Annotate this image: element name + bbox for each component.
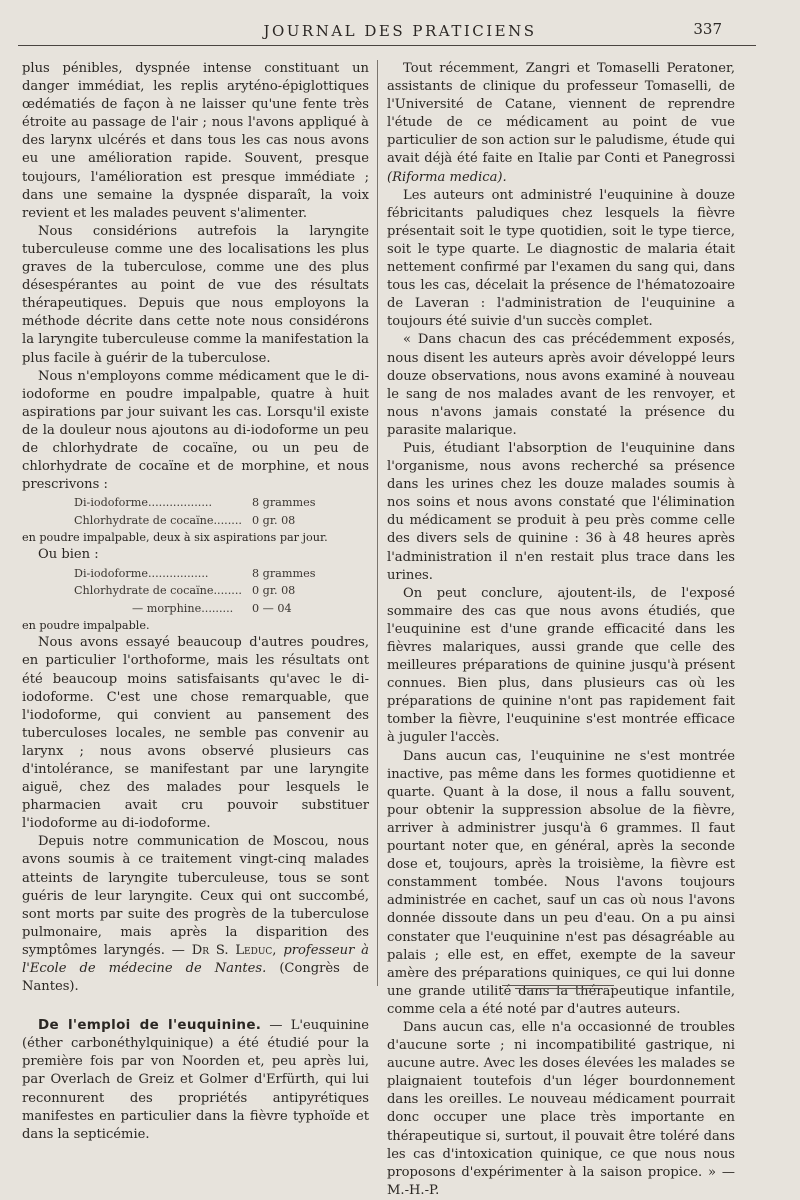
paragraph: Les auteurs ont administré l'euquinine à douze fébricitants paludiques chez lesquels la fièvre présentait soit le type quotidien, soit le type tierce, soit le type quarte. Le diagnostic de malaria était nettement confirmé par l'examen du sang qui, dans tous les cas, décelait la présence de l'hématozoaire de Laveran : l'administration de l'euquinine a toujours été suivie d'un succès complet. xyxy=(387,187,735,330)
prescription-line xyxy=(22,600,369,618)
ingredient-name: Chlorhydrate de cocaïne........ xyxy=(74,513,242,527)
ingredient-name: Di-iodoforme................. xyxy=(74,566,209,580)
section-heading: De l'emploi de l'euquinine. xyxy=(38,1017,262,1034)
ingredient-name: — morphine......... xyxy=(132,601,234,615)
paragraph-text: — L'euquinine (éther carbonéthylquinique) a été étudié pour la première fois par von Noorden et, peu après lui, par Overlach de Greiz et Golmer d'Erfürth, qui lui reconnurent des propriétés antipyrétiques manifestes en particulier dans la fièvre typhoïde et dans la septicémie. xyxy=(22,1018,369,1142)
paragraph: On peut conclure, ajoutent-ils, de l'exposé sommaire des cas que nous avons étudiés, que l'euquinine est d'une grande efficacité dans les fièvres malariques, aussi grande que celle des meilleures préparations de quinine jusqu'à présent connues. Bien plus, dans plusieurs cas où les préparations de quinine n'ont pas rapidement fait tomber la fièvre, l'euquinine s'est montrée efficace à juguler l'accès. xyxy=(387,585,735,746)
prescription-line xyxy=(22,582,369,600)
source-citation: (Congrès de Nantes). xyxy=(22,961,369,995)
header-rule xyxy=(18,45,756,46)
right-column xyxy=(387,60,735,1200)
section-paragraph xyxy=(22,1016,369,1144)
prescription-note: en poudre impalpable. xyxy=(22,619,150,633)
prescription-line xyxy=(22,512,369,530)
running-header xyxy=(0,18,800,48)
prescription-line xyxy=(22,565,369,583)
end-ornament-rule xyxy=(515,988,601,989)
paragraph-text: Depuis notre communication de Moscou, nous avons soumis à ce traitement vingt-cinq malades atteints de laryngite tuberculeuse, tous se sont guéris de leur laryngite. Ceux qui ont succombé, sont morts par suite des progrès de la tuberculose pulmonaire, mais après la disparition des symptômes laryngés. — xyxy=(22,834,369,958)
end-ornament-rule xyxy=(502,985,614,986)
paragraph xyxy=(387,60,735,187)
page-number: 337 xyxy=(693,20,722,38)
author-name: Dr S. Leduc, xyxy=(191,942,277,958)
source-citation: (Riforma medica). xyxy=(387,169,507,185)
prescription-1 xyxy=(22,494,369,529)
ingredient-quantity: 0 — 04 xyxy=(252,601,292,615)
paragraph: Dans aucun cas, l'euquinine ne s'est montrée inactive, pas même dans les formes quotidienne et quarte. Quant à la dose, il nous a fallu souvent, pour obtenir la suppression absolue de la fièvre, arriver à administrer jusqu'à 6 grammes. Il faut pourtant noter que, en général, après la seconde dose et, toujours, après la troisième, la fièvre est constamment tombée. Nous l'avons toujours administrée en cachet, sauf un cas où nous l'avons donnée dissoute dans un peu d'eau. On a pu ainsi constater que l'euquinine n'est pas désagréable au palais ; elle est, en effet, exempte de la saveur amère des préparations quiniques, ce qui lui donne une grande utilité dans la thérapeutique infantile, comme cela a été noté par d'autres auteurs. xyxy=(387,748,735,1017)
left-column xyxy=(22,60,369,1144)
ingredient-quantity: 8 grammes xyxy=(252,566,316,580)
prescription-note: en poudre impalpable, deux à six aspirations par jour. xyxy=(22,531,328,545)
paragraph: « Dans chacun des cas précédemment exposés, nous disent les auteurs après avoir développé leurs douze observations, nous avons examiné à nouveau le sang de nos malades avant de les renvoyer, et nous n'avons jamais constaté la présence du parasite malarique. xyxy=(387,332,735,438)
column-divider xyxy=(377,60,378,986)
journal-title: JOURNAL DES PRATICIENS xyxy=(263,22,537,40)
ingredient-quantity: 8 grammes xyxy=(252,496,316,510)
paragraph: Puis, étudiant l'absorption de l'euquinine dans l'organisme, nous avons recherché sa présence dans les urines chez les douze malades soumis à nos soins et nous avons constaté que l'élimination du médicament se produit à peu près comme celle des divers sels de quinine : 36 à 48 heures après l'administration il n'en restait plus trace dans les urines. xyxy=(387,440,735,583)
paragraph: Nous considérions autrefois la laryngite tuberculeuse comme une des localisations les plus graves de la tuberculose, comme une des plus désespérantes au point de vue des résultats thérapeutiques. Depuis que nous employons la méthode décrite dans cette note nous considérons la laryngite tuberculeuse comme la manifestation la plus facile à guérir de la tuberculose. xyxy=(22,223,369,366)
paragraph-signed xyxy=(22,833,369,996)
paragraph: Dans aucun cas, elle n'a occasionné de troubles d'aucune sorte ; ni incompatibilité gastrique, ni aucune autre. Avec les doses élevées les malades se plaignaient toutefois d'un léger bourdonnement dans les oreilles. Le nouveau médicament pourrait donc occuper une place très importante en thérapeutique si, surtout, il pouvait être toléré dans les cas d'intoxication quinique, ce que nous nous proposons d'expérimenter à la saison propice. » — M.-H.-P. xyxy=(387,1019,735,1198)
paragraph: Nous avons essayé beaucoup d'autres poudres, en particulier l'orthoforme, mais les résultats ont été beaucoup moins satisfaisants qu'avec le di-iodoforme. C'est une chose remarquable, que l'iodoforme, qui convient au pansement des tuberculoses locales, ne semble pas convenir au larynx ; nous avons observé plusieurs cas d'intolérance, se manifestant par une laryngite aiguë, chez des malades pour lesquels le pharmacien avait cru pouvoir substituer l'iodoforme au di-iodoforme. xyxy=(22,635,369,832)
paragraph: Nous n'employons comme médicament que le di-iodoforme en poudre impalpable, quatre à huit aspirations par jour suivant les cas. Lorsqu'il existe de la douleur nous ajoutons au di-iodoforme un peu de chlorhydrate de cocaïne, ou un peu de chlorhydrate de cocaïne et de morphine, et nous prescrivons : xyxy=(22,368,369,493)
paragraph: plus pénibles, dyspnée intense constituant un danger immédiat, les replis aryténo-épiglottiques œdématiés de façon à ne laisser qu'une fente très étroite au passage de l'air ; nous l'avons appliqué à des larynx ulcérés et dans tous les cas nous avons eu une amélioration rapide. Souvent, presque toujours, l'amélioration est presque immédiate ; dans une semaine la dyspnée disparaît, la voix revient et les malades peuvent s'alimenter. xyxy=(22,61,369,221)
prescription-2 xyxy=(22,565,369,618)
ou-bien: Ou bien : xyxy=(38,547,99,563)
prescription-line xyxy=(22,494,369,512)
paragraph-text: Tout récemment, Zangri et Tomaselli Peratoner, assistants de clinique du professeur Tomaselli, de l'Université de Catane, viennent de reprendre l'étude de ce médicament au point de vue particulier de son action sur le paludisme, étude qui avait déjà été faite en Italie par Conti et Panegrossi xyxy=(387,61,735,167)
author-role: professeur à l'Ecole de médecine de Nantes. xyxy=(22,942,369,976)
ingredient-name: Di-iodoforme.................. xyxy=(74,496,213,510)
ingredient-quantity: 0 gr. 08 xyxy=(252,584,296,598)
ingredient-quantity: 0 gr. 08 xyxy=(252,513,296,527)
ingredient-name: Chlorhydrate de cocaïne........ xyxy=(74,584,242,598)
